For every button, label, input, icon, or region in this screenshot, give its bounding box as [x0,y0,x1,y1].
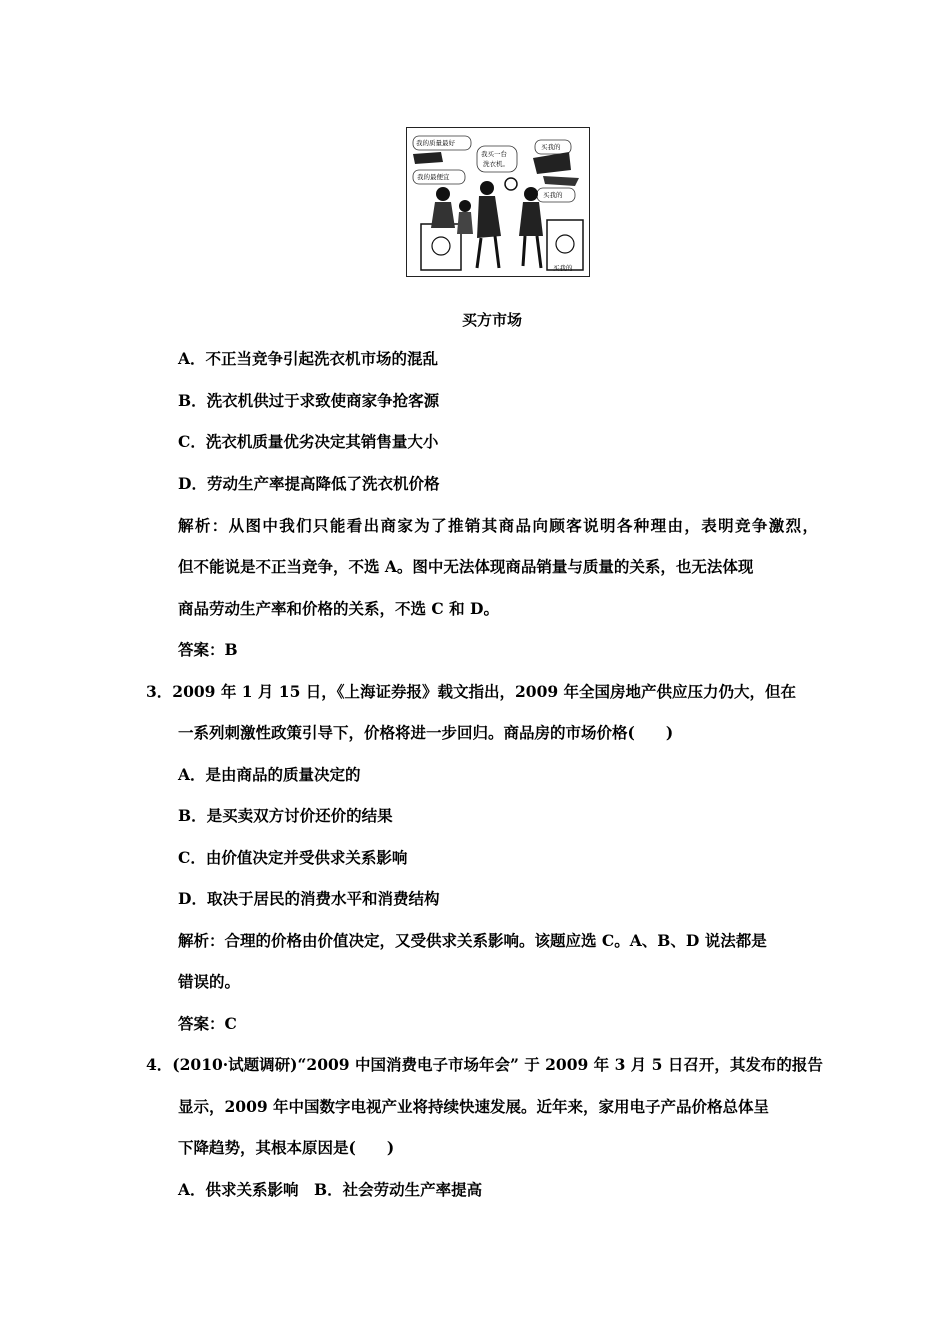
buyers-market-cartoon [406,127,590,277]
q4-stem-line-1: 4．(2010·试题调研)“2009 中国消费电子市场年会” 于 2009 年 3 月 5 日召开，其发布的报告 [146,1055,823,1074]
bubble-buy-mine-3: 买我的 [553,264,573,272]
bubble-washer: 洗衣机。 [483,160,509,168]
bubble-quality: 我的质量最好 [416,139,455,147]
q3-option-d: D．取决于居民的消费水平和消费结构 [178,889,440,908]
figure-caption: 买方市场 [461,311,522,329]
q2-analysis-line-1: 解析：从图中我们只能看出商家为了推销其商品向顾客说明各种理由，表明竞争激烈， [178,516,818,535]
bubble-buy-mine-2: 买我的 [543,191,563,199]
q3-analysis-line-1: 解析：合理的价格由价值决定，又受供求关系影响。该题应选 C。A、B、D 说法都是 [178,931,767,950]
q4-stem-line-3: 下降趋势，其根本原因是( ) [178,1138,395,1157]
q3-answer: 答案：C [178,1014,237,1033]
q4-options: A．供求关系影响 B．社会劳动生产率提高 [178,1180,483,1199]
q3-option-b: B．是买卖双方讨价还价的结果 [178,806,393,825]
q2-analysis-line-2: 但不能说是不正当竞争，不选 A。图中无法体现商品销量与质量的关系，也无法体现 [178,557,754,576]
q2-option-b: B．洗衣机供过于求致使商家争抢客源 [178,391,440,410]
q3-option-a: A．是由商品的质量决定的 [178,765,361,784]
q2-answer: 答案：B [178,640,238,659]
bubble-cheapest: 我的最便宜 [417,173,450,181]
q3-option-c: C．由价值决定并受供求关系影响 [178,848,408,867]
q3-stem-line-2: 一系列刺激性政策引导下，价格将进一步回归。商品房的市场价格( ) [178,723,674,742]
q2-option-d: D．劳动生产率提高降低了洗衣机价格 [178,474,440,493]
bubble-buy-one: 我买一台 [481,150,507,158]
q4-stem-line-2: 显示，2009 年中国数字电视产业将持续快速发展。近年来，家用电子产品价格总体呈 [178,1097,770,1116]
q3-stem-line-1: 3．2009 年 1 月 15 日，《上海证券报》载文指出，2009 年全国房地产供应压力仍大，但在 [146,682,797,701]
q2-option-a: A．不正当竞争引起洗衣机市场的混乱 [178,349,439,368]
q2-analysis-line-3: 商品劳动生产率和价格的关系，不选 C 和 D。 [178,599,499,618]
bubble-buy-mine-1: 买我的 [541,143,561,151]
q2-option-c: C．洗衣机质量优劣决定其销售量大小 [178,432,439,451]
q3-analysis-line-2: 错误的。 [178,972,241,991]
